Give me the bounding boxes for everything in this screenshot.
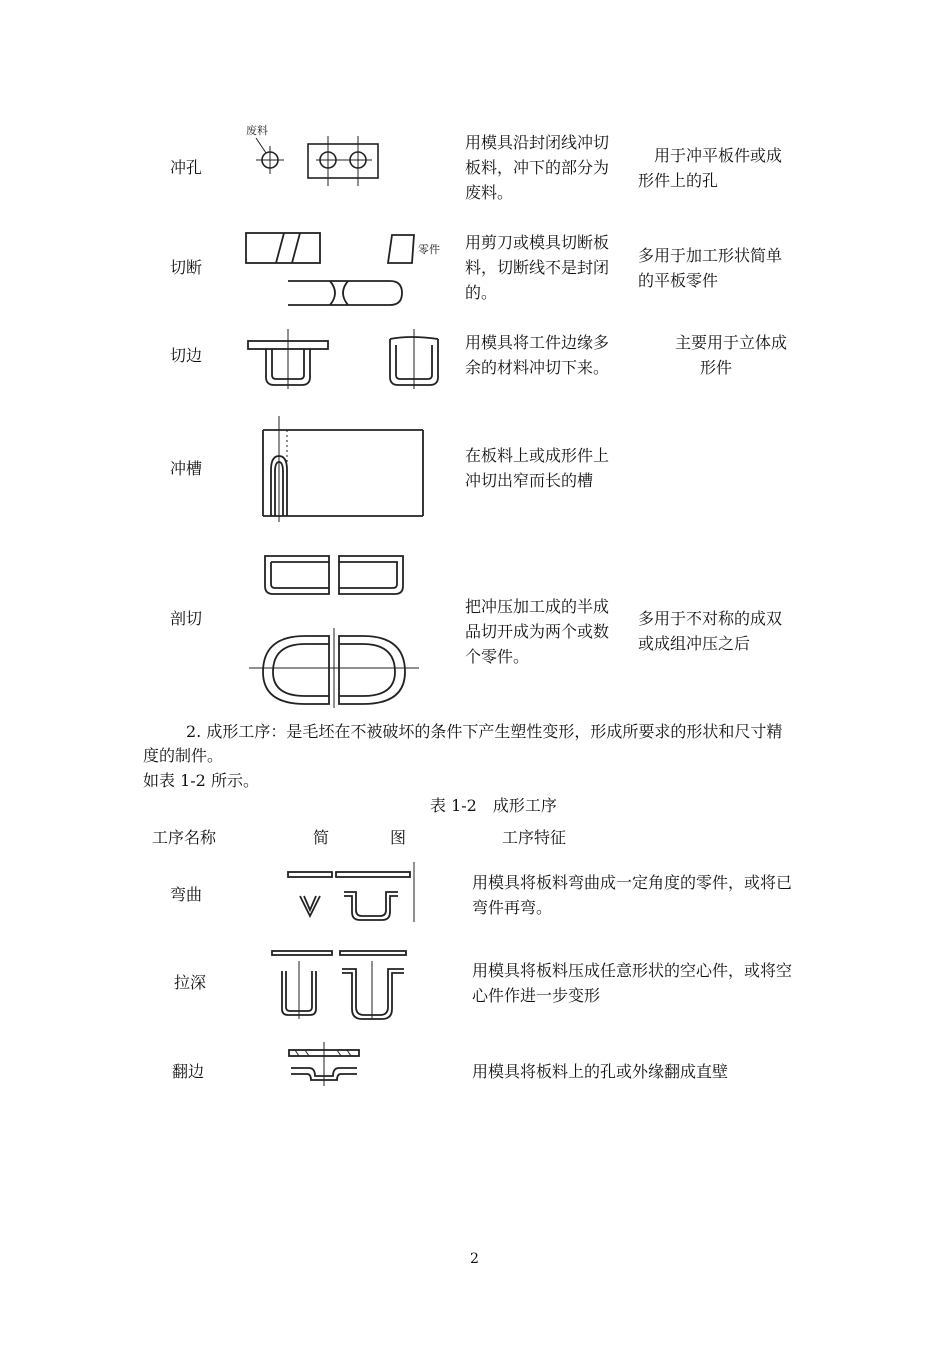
trimming-usage: 主要用于立体成 形件 [675,333,788,377]
header-process-name: 工序名称 [152,828,217,847]
process-name-flanging: 翻边 [172,1062,205,1081]
header-diagram-2: 图 [390,828,407,847]
flanging-diagram [285,1040,365,1088]
splitting-description: 把冲压加工成的半成 品切开成为两个或数 个零件。 [465,597,610,666]
process-name-bending: 弯曲 [170,885,203,904]
flanging-description: 用模具将板料上的孔或外缘翻成直壁 [472,1062,729,1081]
bending-diagram [280,862,420,924]
page-number: 2 [470,1251,479,1267]
process-name-deep-drawing: 拉深 [174,973,207,992]
header-diagram-1: 简 [313,828,330,847]
trimming-diagram [240,325,450,390]
slotting-diagram [245,412,425,532]
slotting-description: 在板料上或成形件上 冲切出窄而长的槽 [465,446,610,490]
cutting-description: 用剪刀或模具切断板 料，切断线不是封闭 的。 [465,233,610,302]
part-label: 零件 [418,243,440,256]
process-name-trimming: 切边 [170,346,203,365]
forming-paragraph-line1: 2. 成形工序：是毛坯在不被破坏的条件下产生塑性变形，形成所要求的形状和尺寸精 [186,722,783,741]
deep-drawing-diagram [268,945,418,1020]
header-feature: 工序特征 [502,828,567,847]
deep-drawing-description: 用模具将板料压成任意形状的空心件，或将空 心件作进一步变形 [472,961,793,1005]
process-name-cutting: 切断 [170,258,203,277]
cutting-diagram [240,225,440,311]
splitting-diagram [245,548,425,708]
cutting-usage: 多用于加工形状简单 的平板零件 [638,246,783,290]
process-name-punching: 冲孔 [170,158,203,177]
trimming-description: 用模具将工件边缘多 余的材料冲切下来。 [465,333,610,377]
process-name-slotting: 冲槽 [170,459,203,478]
scrap-label: 废料 [246,124,268,137]
punching-description: 用模具沿封闭线冲切 板料，冲下的部分为 废料。 [465,133,610,202]
process-name-splitting: 剖切 [170,609,203,628]
punching-usage: 用于冲平板件或成 形件上的孔 [638,146,783,190]
table-caption: 表 1-2 成形工序 [430,796,557,815]
punching-diagram [240,122,380,190]
forming-paragraph-line2: 度的制件。 [143,746,224,765]
forming-paragraph-line3: 如表 1-2 所示。 [143,771,259,790]
splitting-usage: 多用于不对称的成双 或成组冲压之后 [638,609,783,653]
bending-description: 用模具将板料弯曲成一定角度的零件，或将已 弯件再弯。 [472,873,793,917]
